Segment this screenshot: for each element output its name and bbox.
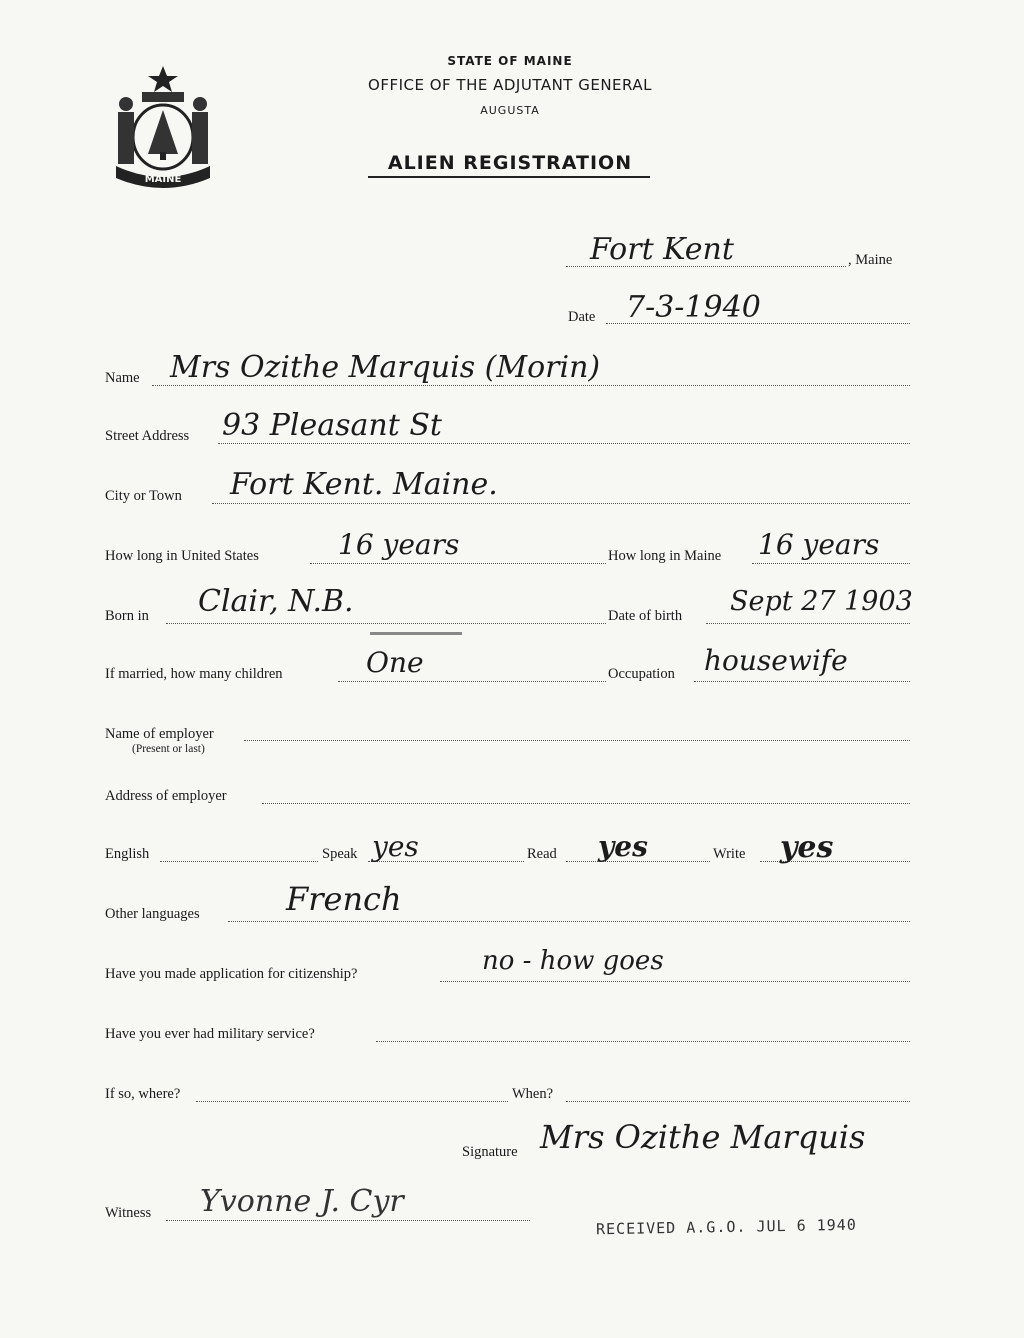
signature-value: Mrs Ozithe Marquis: [540, 1118, 866, 1156]
dob-value: Sept 27 1903: [730, 586, 913, 617]
name-field-line: [152, 385, 910, 386]
signature-label: Signature: [462, 1144, 518, 1160]
employer-address-label: Address of employer: [105, 788, 227, 804]
received-stamp: RECEIVED A.G.O. JUL 6 1940: [595, 1215, 857, 1239]
born-underline-mark: [370, 632, 462, 635]
svg-text:MAINE: MAINE: [144, 174, 182, 185]
us-value: 16 years: [338, 528, 460, 561]
occupation-value: housewife: [704, 644, 848, 677]
military-label: Have you ever had military service?: [105, 1026, 315, 1042]
us-label: How long in United States: [105, 548, 259, 564]
speak-label: Speak: [322, 846, 358, 862]
date-value: 7-3-1940: [626, 290, 761, 325]
city-label: City or Town: [105, 488, 182, 504]
where-field-line: [196, 1101, 508, 1102]
dob-field-line: [706, 623, 910, 624]
city-value: Fort Kent. Maine.: [230, 467, 498, 502]
read-value: yes: [598, 830, 648, 863]
place-suffix-label: , Maine: [848, 252, 893, 268]
name-value: Mrs Ozithe Marquis (Morin): [170, 350, 601, 385]
form-title: ALIEN REGISTRATION: [387, 152, 633, 174]
when-label: When?: [512, 1086, 554, 1102]
children-value: One: [366, 646, 424, 679]
speak-value: yes: [372, 830, 419, 863]
maine-field-line: [752, 563, 910, 564]
citizenship-value: no - how goes: [482, 946, 664, 976]
dob-label: Date of birth: [608, 608, 683, 624]
military-field-line: [376, 1041, 910, 1042]
born-value: Clair, N.B.: [198, 584, 354, 619]
us-field-line: [310, 563, 606, 564]
write-value: yes: [780, 830, 834, 865]
employer-field-line: [244, 740, 910, 741]
maine-label: How long in Maine: [608, 548, 722, 564]
occupation-field-line: [694, 681, 910, 682]
other-languages-value: French: [286, 880, 402, 918]
witness-value: Yvonne J. Cyr: [200, 1184, 404, 1219]
children-field-line: [338, 681, 606, 682]
witness-label: Witness: [105, 1205, 152, 1221]
city-field-line: [212, 503, 910, 504]
born-field-line: [166, 623, 606, 624]
when-field-line: [566, 1101, 910, 1102]
witness-field-line: [166, 1220, 530, 1221]
name-label: Name: [105, 370, 140, 386]
write-label: Write: [713, 846, 746, 862]
children-label: If married, how many children: [105, 666, 283, 682]
office-heading: OFFICE OF THE ADJUTANT GENERAL: [368, 76, 652, 94]
occupation-label: Occupation: [608, 666, 675, 682]
citizenship-label: Have you made application for citizenship?: [105, 966, 358, 982]
street-label: Street Address: [105, 428, 190, 444]
maine-value: 16 years: [758, 528, 880, 561]
english-field-line: [160, 861, 318, 862]
street-field-line: [218, 443, 910, 444]
place-value: Fort Kent: [590, 232, 734, 267]
read-label: Read: [527, 846, 557, 862]
citizenship-field-line: [440, 981, 910, 982]
street-value: 93 Pleasant St: [222, 408, 442, 443]
born-label: Born in: [105, 608, 149, 624]
employer-label: Name of employer: [105, 726, 214, 742]
employer-address-field-line: [262, 803, 910, 804]
state-heading: STATE OF MAINE: [447, 54, 573, 68]
city-heading: AUGUSTA: [480, 104, 540, 117]
date-label: Date: [568, 309, 596, 325]
english-label: English: [105, 846, 150, 862]
other-languages-label: Other languages: [105, 906, 200, 922]
where-label: If so, where?: [105, 1086, 181, 1102]
title-underline: [368, 176, 650, 178]
other-languages-field-line: [228, 921, 910, 922]
employer-sublabel: (Present or last): [132, 743, 205, 755]
